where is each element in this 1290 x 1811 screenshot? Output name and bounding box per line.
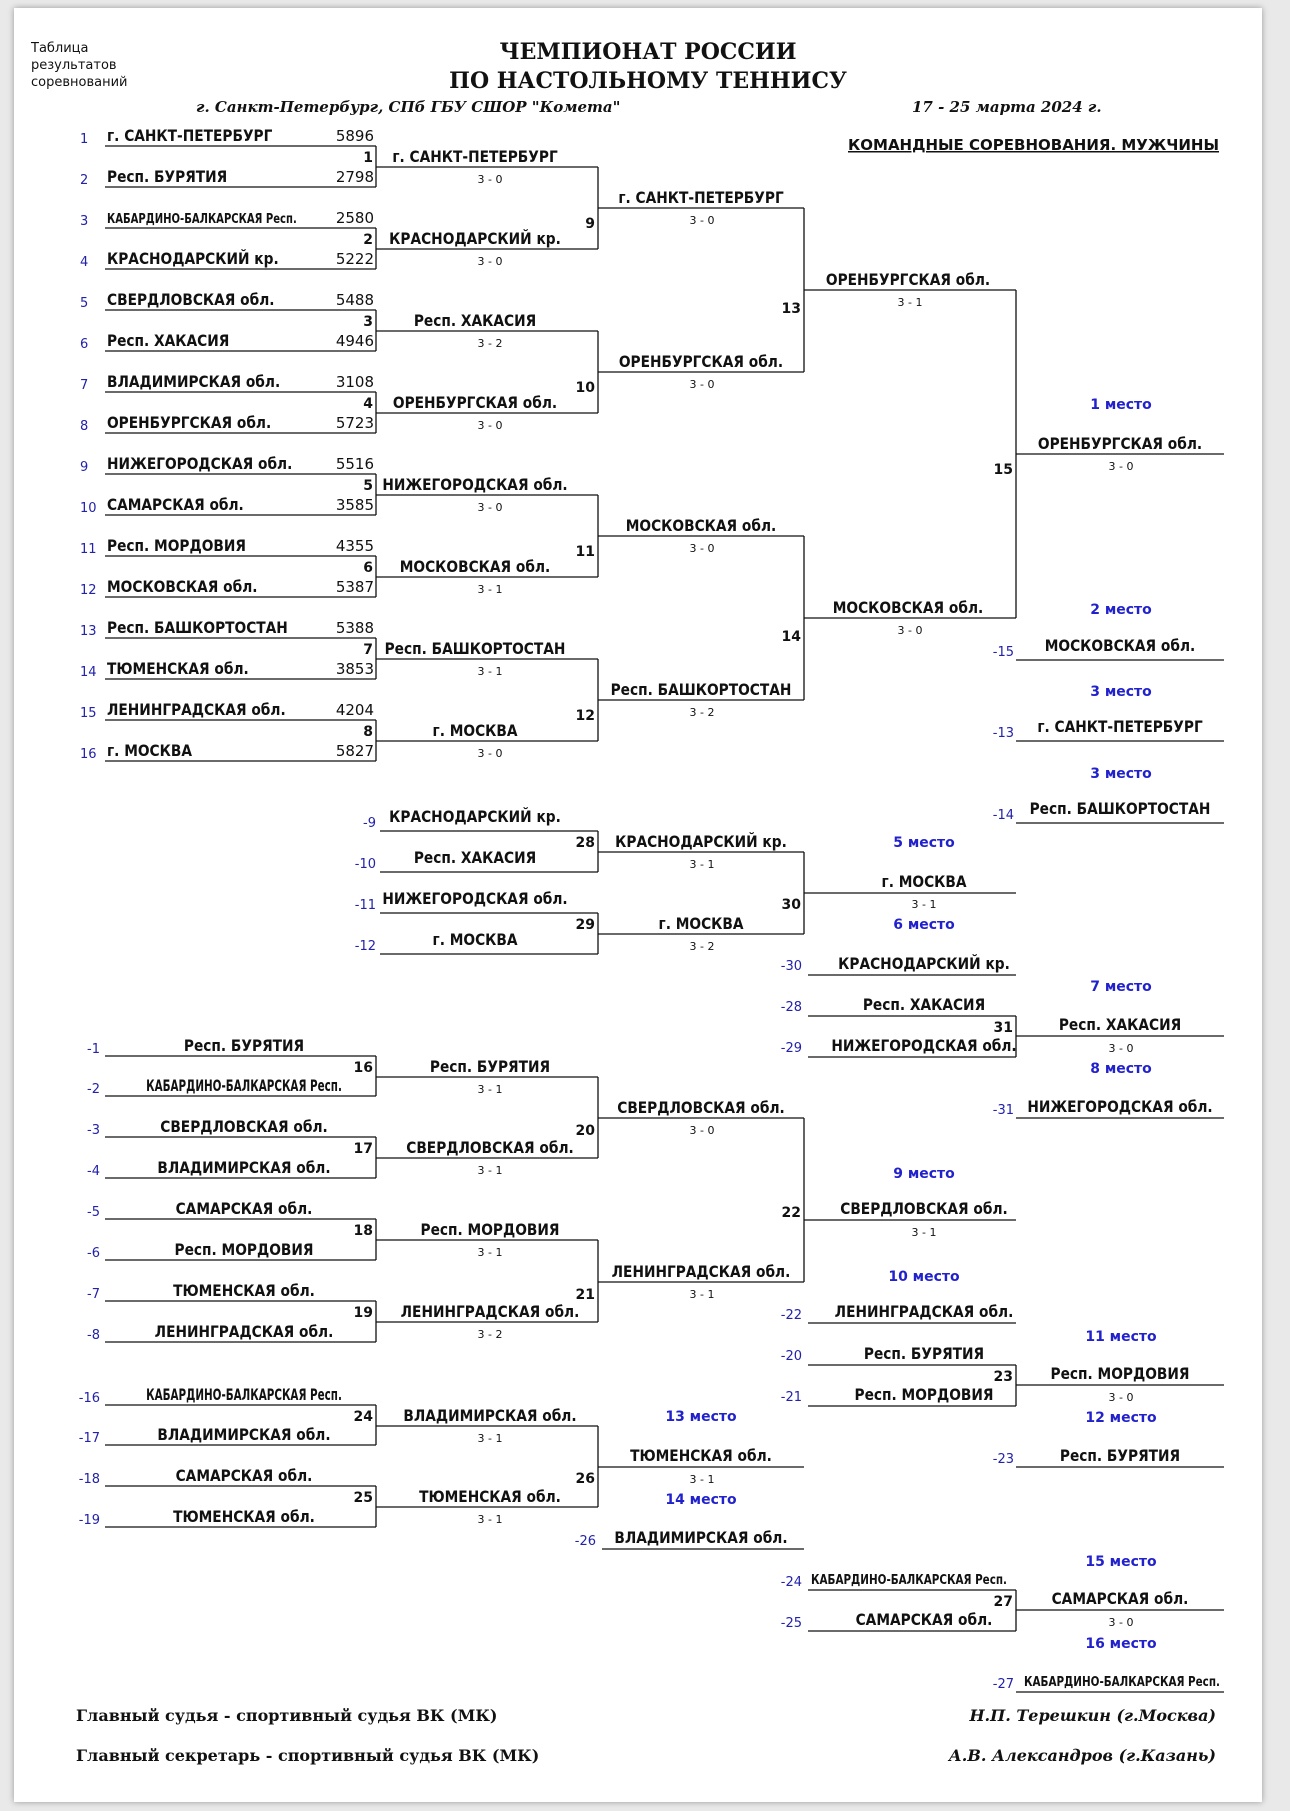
match-winner: Респ. ХАКАСИЯ — [413, 310, 537, 331]
judge-label: Главный судья - спортивный судья ВК (МК) — [76, 1706, 498, 1725]
match-number: 14 — [781, 629, 801, 645]
match-winner: г. САНКТ-ПЕТЕРБУРГ — [392, 146, 558, 167]
seed-num: 2 — [80, 173, 89, 188]
match-winner: Респ. ХАКАСИЯ — [1058, 1014, 1182, 1035]
loser-ref: -20 — [780, 1349, 802, 1364]
loser-ref: -17 — [78, 1431, 100, 1446]
loser-ref: -27 — [992, 1677, 1014, 1692]
seed-team: СВЕРДЛОВСКАЯ обл. — [107, 289, 275, 310]
match-score: 3 - 1 — [477, 1164, 503, 1177]
loser-team: КАБАРДИНО-БАЛКАРСКАЯ Респ. — [146, 1076, 342, 1096]
table-label-1: Таблица — [31, 41, 89, 56]
place-label: 15 место — [1085, 1554, 1157, 1570]
match-score: 3 - 1 — [477, 1432, 503, 1445]
match-score: 3 - 2 — [477, 337, 503, 350]
match-winner: СВЕРДЛОВСКАЯ обл. — [840, 1198, 1008, 1219]
seed-num: 13 — [80, 624, 97, 639]
match-number: 16 — [353, 1060, 373, 1076]
match-score: 3 - 0 — [477, 747, 503, 760]
match-number: 30 — [781, 897, 801, 913]
seed-rating: 4355 — [335, 537, 374, 555]
match-score: 3 - 1 — [897, 296, 923, 309]
seed-rating: 2798 — [335, 168, 374, 186]
seed-team: КАБАРДИНО-БАЛКАРСКАЯ Респ. — [107, 210, 297, 227]
match-number: 2 — [363, 232, 373, 248]
match-winner: ОРЕНБУРГСКАЯ обл. — [392, 392, 558, 413]
loser-team: Респ. БАШКОРТОСТАН — [1029, 798, 1211, 819]
match-winner: Респ. БУРЯТИЯ — [429, 1056, 551, 1077]
seed-team: КРАСНОДАРСКИЙ кр. — [107, 248, 279, 269]
loser-team: г. САНКТ-ПЕТЕРБУРГ — [1037, 716, 1203, 737]
match-winner: СВЕРДЛОВСКАЯ обл. — [406, 1137, 574, 1158]
loser-team: ТЮМЕНСКАЯ обл. — [173, 1280, 315, 1301]
match-score: 3 - 1 — [689, 858, 715, 871]
seed-team: Респ. БАШКОРТОСТАН — [107, 617, 288, 638]
loser-ref: -16 — [78, 1391, 100, 1406]
seed-rating: 5488 — [335, 291, 374, 309]
match-number: 20 — [575, 1123, 595, 1139]
loser-team: ЛЕНИНГРАДСКАЯ обл. — [834, 1301, 1014, 1322]
loser-ref: -5 — [87, 1205, 100, 1220]
loser-ref: -12 — [354, 939, 376, 954]
match-winner: ТЮМЕНСКАЯ обл. — [419, 1486, 561, 1507]
place-label: 13 место — [665, 1409, 737, 1425]
seed-team: ОРЕНБУРГСКАЯ обл. — [107, 412, 272, 433]
place-label: 1 место — [1090, 397, 1152, 413]
loser-team: НИЖЕГОРОДСКАЯ обл. — [1027, 1096, 1213, 1117]
place-label: 3 место — [1090, 766, 1152, 782]
seed-team: г. МОСКВА — [107, 740, 192, 761]
loser-team: СВЕРДЛОВСКАЯ обл. — [160, 1116, 328, 1137]
match-number: 13 — [781, 301, 801, 317]
venue: г. Санкт-Петербург, СПб ГБУ СШОР "Комета" — [196, 98, 621, 116]
match-number: 31 — [993, 1020, 1013, 1036]
seed-rating: 2580 — [335, 209, 374, 227]
seed-team: НИЖЕГОРОДСКАЯ обл. — [107, 453, 293, 474]
place-label: 11 место — [1085, 1329, 1157, 1345]
seed-num: 16 — [80, 747, 97, 762]
match-number: 23 — [993, 1369, 1013, 1385]
place-label: 2 место — [1090, 602, 1152, 618]
loser-ref: -28 — [780, 1000, 802, 1015]
match-number: 3 — [363, 314, 373, 330]
match-score: 3 - 1 — [477, 665, 503, 678]
secretary-label: Главный секретарь - спортивный судья ВК (МК) — [76, 1746, 540, 1765]
loser-ref: -26 — [574, 1534, 596, 1549]
seed-num: 11 — [80, 542, 97, 557]
match-winner: НИЖЕГОРОДСКАЯ обл. — [382, 474, 568, 495]
seed-team: г. САНКТ-ПЕТЕРБУРГ — [107, 125, 273, 146]
match-score: 3 - 1 — [477, 583, 503, 596]
loser-team: Респ. БУРЯТИЯ — [1059, 1445, 1181, 1466]
match-score: 3 - 0 — [689, 542, 715, 555]
match-number: 8 — [363, 724, 373, 740]
subtitle: КОМАНДНЫЕ СОРЕВНОВАНИЯ. МУЖЧИНЫ — [848, 136, 1220, 154]
seed-num: 4 — [80, 255, 89, 270]
seed-rating: 5387 — [335, 578, 374, 596]
place-label: 8 место — [1090, 1061, 1152, 1077]
seed-rating: 5723 — [335, 414, 374, 432]
seed-num: 5 — [80, 296, 89, 311]
match-score: 3 - 2 — [689, 706, 715, 719]
loser-ref: -23 — [992, 1452, 1014, 1467]
match-winner: СВЕРДЛОВСКАЯ обл. — [617, 1097, 785, 1118]
loser-team: КАБАРДИНО-БАЛКАРСКАЯ Респ. — [1024, 1673, 1220, 1690]
place-label: 9 место — [893, 1166, 955, 1182]
table-label-2: результатов — [31, 58, 117, 73]
results-sheet — [14, 8, 1262, 1802]
seed-rating: 5896 — [335, 127, 374, 145]
match-number: 7 — [363, 642, 373, 658]
loser-team: ЛЕНИНГРАДСКАЯ обл. — [154, 1321, 334, 1342]
place-label: 5 место — [893, 835, 955, 851]
judge-name: Н.П. Терешкин (г.Москва) — [969, 1706, 1216, 1725]
match-winner: МОСКОВСКАЯ обл. — [625, 515, 777, 536]
match-score: 3 - 0 — [897, 624, 923, 637]
match-winner: ОРЕНБУРГСКАЯ обл. — [618, 351, 784, 372]
loser-team: КРАСНОДАРСКИЙ кр. — [838, 953, 1010, 974]
loser-team: г. МОСКВА — [432, 929, 518, 950]
loser-team: Респ. ХАКАСИЯ — [862, 994, 986, 1015]
loser-team: НИЖЕГОРОДСКАЯ обл. — [831, 1035, 1017, 1056]
match-score: 3 - 0 — [689, 1124, 715, 1137]
match-winner: ОРЕНБУРГСКАЯ обл. — [1037, 433, 1203, 454]
loser-team: НИЖЕГОРОДСКАЯ обл. — [382, 888, 568, 909]
loser-team: САМАРСКАЯ обл. — [855, 1609, 993, 1630]
loser-team: ВЛАДИМИРСКАЯ обл. — [157, 1157, 331, 1178]
loser-ref: -11 — [354, 898, 376, 913]
seed-rating: 5222 — [335, 250, 374, 268]
loser-ref: -24 — [780, 1575, 802, 1590]
match-score: 3 - 0 — [689, 214, 715, 227]
loser-team: КРАСНОДАРСКИЙ кр. — [389, 806, 561, 827]
title-line-2: ПО НАСТОЛЬНОМУ ТЕННИСУ — [449, 68, 847, 94]
match-number: 28 — [575, 835, 595, 851]
seed-team: Респ. БУРЯТИЯ — [107, 166, 228, 187]
loser-team: Респ. БУРЯТИЯ — [863, 1343, 985, 1364]
match-number: 18 — [353, 1223, 373, 1239]
title-line-1: ЧЕМПИОНАТ РОССИИ — [499, 39, 797, 65]
match-number: 21 — [575, 1287, 595, 1303]
seed-num: 8 — [80, 419, 89, 434]
match-winner: ТЮМЕНСКАЯ обл. — [630, 1445, 772, 1466]
match-score: 3 - 1 — [689, 1473, 715, 1486]
match-score: 3 - 0 — [689, 378, 715, 391]
match-number: 19 — [353, 1305, 373, 1321]
seed-team: МОСКОВСКАЯ обл. — [107, 576, 258, 597]
match-winner: ЛЕНИНГРАДСКАЯ обл. — [400, 1301, 580, 1322]
loser-ref: -3 — [87, 1123, 100, 1138]
loser-team: Респ. ХАКАСИЯ — [413, 847, 537, 868]
match-score: 3 - 0 — [1108, 1616, 1134, 1629]
seed-num: 12 — [80, 583, 97, 598]
seed-num: 15 — [80, 706, 97, 721]
match-winner: КРАСНОДАРСКИЙ кр. — [615, 831, 787, 852]
bracket-diagram — [14, 8, 1262, 1802]
match-score: 3 - 1 — [477, 1246, 503, 1259]
match-score: 3 - 0 — [1108, 1391, 1134, 1404]
loser-ref: -18 — [78, 1472, 100, 1487]
match-winner: г. САНКТ-ПЕТЕРБУРГ — [618, 187, 784, 208]
seed-rating: 3108 — [335, 373, 374, 391]
loser-ref: -6 — [87, 1246, 100, 1261]
place-label: 12 место — [1085, 1410, 1157, 1426]
seed-num: 10 — [80, 501, 97, 516]
match-number: 10 — [575, 380, 595, 396]
seed-team: Респ. ХАКАСИЯ — [107, 330, 230, 351]
seed-team: Респ. МОРДОВИЯ — [107, 535, 246, 556]
match-winner: САМАРСКАЯ обл. — [1051, 1588, 1189, 1609]
loser-team: ТЮМЕНСКАЯ обл. — [173, 1506, 315, 1527]
loser-team: Респ. МОРДОВИЯ — [854, 1384, 994, 1405]
table-label-3: соревнований — [31, 75, 128, 90]
place-label: 14 место — [665, 1492, 737, 1508]
match-winner: КРАСНОДАРСКИЙ кр. — [389, 228, 561, 249]
match-number: 24 — [353, 1409, 373, 1425]
match-score: 3 - 0 — [477, 501, 503, 514]
loser-ref: -30 — [780, 959, 802, 974]
loser-ref: -7 — [87, 1287, 100, 1302]
seed-num: 7 — [80, 378, 89, 393]
loser-team: САМАРСКАЯ обл. — [175, 1465, 313, 1486]
match-number: 9 — [585, 216, 595, 232]
seed-rating: 5827 — [335, 742, 374, 760]
place-label: 16 место — [1085, 1636, 1157, 1652]
match-winner: Респ. МОРДОВИЯ — [420, 1219, 560, 1240]
seed-num: 1 — [80, 132, 89, 147]
seed-team: ЛЕНИНГРАДСКАЯ обл. — [107, 699, 286, 720]
loser-team: ВЛАДИМИРСКАЯ обл. — [614, 1527, 788, 1548]
match-number: 6 — [363, 560, 373, 576]
loser-team: Респ. БУРЯТИЯ — [183, 1035, 305, 1056]
loser-ref: -13 — [992, 726, 1014, 741]
match-score: 3 - 1 — [911, 1226, 937, 1239]
loser-ref: -9 — [363, 816, 376, 831]
loser-team: МОСКОВСКАЯ обл. — [1044, 635, 1196, 656]
place-label: 10 место — [888, 1269, 960, 1285]
match-score: 3 - 2 — [689, 940, 715, 953]
loser-team: КАБАРДИНО-БАЛКАРСКАЯ Респ. — [146, 1385, 342, 1405]
seed-num: 9 — [80, 460, 89, 475]
loser-ref: -1 — [87, 1042, 100, 1057]
match-winner: г. МОСКВА — [881, 871, 967, 892]
match-score: 3 - 0 — [477, 255, 503, 268]
loser-ref: -19 — [78, 1513, 100, 1528]
place-label: 6 место — [893, 917, 955, 933]
match-number: 22 — [781, 1205, 801, 1221]
match-number: 12 — [575, 708, 595, 724]
seed-num: 14 — [80, 665, 97, 680]
match-number: 1 — [363, 150, 373, 166]
seed-num: 3 — [80, 214, 89, 229]
loser-team: Респ. МОРДОВИЯ — [174, 1239, 314, 1260]
loser-ref: -10 — [354, 857, 376, 872]
match-number: 11 — [575, 544, 595, 560]
loser-team: КАБАРДИНО-БАЛКАРСКАЯ Респ. — [811, 1571, 1007, 1588]
match-number: 17 — [353, 1141, 373, 1157]
match-winner: г. МОСКВА — [658, 913, 744, 934]
match-number: 29 — [575, 917, 595, 933]
match-score: 3 - 2 — [477, 1328, 503, 1341]
loser-ref: -29 — [780, 1041, 802, 1056]
match-winner: МОСКОВСКАЯ обл. — [399, 556, 551, 577]
match-score: 3 - 1 — [477, 1513, 503, 1526]
match-winner: ВЛАДИМИРСКАЯ обл. — [403, 1405, 577, 1426]
match-winner: Респ. МОРДОВИЯ — [1050, 1363, 1190, 1384]
match-number: 25 — [353, 1490, 373, 1506]
match-score: 3 - 0 — [1108, 460, 1134, 473]
match-number: 15 — [993, 462, 1013, 478]
match-winner: ОРЕНБУРГСКАЯ обл. — [825, 269, 991, 290]
loser-ref: -2 — [87, 1082, 100, 1097]
match-winner: МОСКОВСКАЯ обл. — [832, 597, 984, 618]
loser-ref: -21 — [780, 1390, 802, 1405]
seed-rating: 3585 — [335, 496, 374, 514]
seed-rating: 4946 — [335, 332, 374, 350]
match-score: 3 - 1 — [911, 898, 937, 911]
seed-team: САМАРСКАЯ обл. — [107, 494, 244, 515]
loser-ref: -4 — [87, 1164, 100, 1179]
loser-ref: -14 — [992, 808, 1014, 823]
seed-rating: 4204 — [335, 701, 374, 719]
seed-rating: 5388 — [335, 619, 374, 637]
seed-rating: 5516 — [335, 455, 374, 473]
loser-ref: -8 — [87, 1328, 100, 1343]
place-label: 7 место — [1090, 979, 1152, 995]
match-number: 4 — [363, 396, 373, 412]
match-number: 5 — [363, 478, 373, 494]
seed-team: ТЮМЕНСКАЯ обл. — [107, 658, 249, 679]
loser-team: САМАРСКАЯ обл. — [175, 1198, 313, 1219]
seed-team: ВЛАДИМИРСКАЯ обл. — [107, 371, 281, 392]
match-number: 27 — [993, 1594, 1013, 1610]
match-winner: ЛЕНИНГРАДСКАЯ обл. — [611, 1261, 791, 1282]
dates: 17 - 25 марта 2024 г. — [912, 98, 1102, 116]
loser-ref: -25 — [780, 1616, 802, 1631]
loser-ref: -31 — [992, 1103, 1014, 1118]
match-number: 26 — [575, 1471, 595, 1487]
match-winner: Респ. БАШКОРТОСТАН — [610, 679, 792, 700]
seed-rating: 3853 — [335, 660, 374, 678]
loser-ref: -15 — [992, 645, 1014, 660]
place-label: 3 место — [1090, 684, 1152, 700]
seed-num: 6 — [80, 337, 89, 352]
match-score: 3 - 0 — [1108, 1042, 1134, 1055]
match-score: 3 - 1 — [689, 1288, 715, 1301]
match-score: 3 - 0 — [477, 419, 503, 432]
secretary-name: А.В. Александров (г.Казань) — [948, 1746, 1216, 1765]
loser-team: ВЛАДИМИРСКАЯ обл. — [157, 1424, 331, 1445]
loser-ref: -22 — [780, 1308, 802, 1323]
match-score: 3 - 0 — [477, 173, 503, 186]
match-winner: г. МОСКВА — [432, 720, 518, 741]
match-score: 3 - 1 — [477, 1083, 503, 1096]
match-winner: Респ. БАШКОРТОСТАН — [384, 638, 566, 659]
